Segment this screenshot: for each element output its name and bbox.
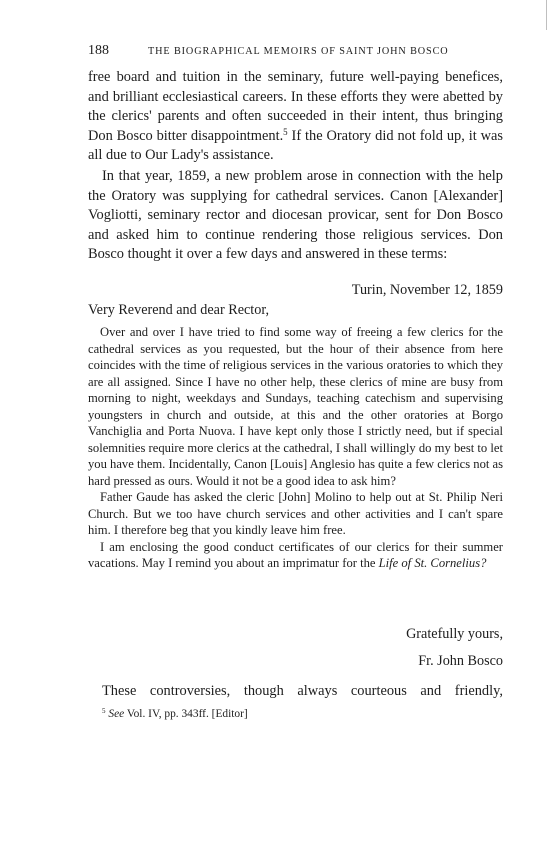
- letter-salutation: Very Reverend and dear Rector,: [88, 302, 270, 318]
- footnote-see: See: [108, 708, 125, 720]
- letter-signature: Fr. John Bosco: [418, 653, 503, 669]
- footnote-number: 5: [102, 707, 106, 716]
- letter-dateline: Turin, November 12, 1859: [351, 282, 503, 298]
- paragraph-2-text: In that year, 1859, a new problem arose in connection with the help the Oratory was supplying for cathedral services. Canon [Alexander] Vogliotti, seminary rector and diocesan provicar, sent for Don Bosco and asked him to continue rendering those religious services. Don Bosco thought it over a few days and answered in these terms:: [88, 168, 503, 263]
- page-header: [88, 43, 508, 63]
- body-paragraph-1: [88, 68, 503, 166]
- paragraph-1-text: free board and tuition in the seminary, future well-paying benefices, and brilliant ecclesiastical careers. In these efforts they were abetted by the clerics' parents and often succeeded in their intent, thus bringing Don Bosco bitter disappointment.: [88, 69, 503, 144]
- letter-paragraph-3: [88, 539, 503, 572]
- footnote-text: Vol. IV, pp. 343ff. [Editor]: [124, 708, 248, 720]
- continuing-paragraph: These controversies, though always courteous and friendly,: [102, 683, 503, 699]
- page-edge-line: [546, 0, 547, 30]
- letter-paragraph-1: Over and over I have tried to find some way of freeing a few clerics for the cathedral services as you requested, but the hour of their absence from here coincides with the time of religious services in the various oratories to which they are all assigned. Since I have no other help, these clerics of mine are busy from morning to night, weekdays and Sundays, teaching catechism and supervising youngsters in church and outside, at this and the other oratories at Borgo Vanchiglia and Porta Nuova. I have kept only those I strictly need, but if special solemnities require more clerics at the cathedral, I shall willingly do my best to let you have them. Incidentally, Canon [Louis] Anglesio has quite a few clerics not as hard pressed as ours. Would it not be a good idea to ask him?: [88, 325, 504, 488]
- letter-closing: Gratefully yours,: [406, 626, 503, 642]
- letter-paragraph-3-text: I am enclosing the good conduct certificates of our clerics for their summer vacations. May I remind you about an imprimatur for the: [88, 539, 503, 570]
- footnote: [102, 708, 248, 720]
- paragraph-1-text-end: If the Oratory did not fold up, it was all due to Our Lady's assistance.: [88, 127, 503, 164]
- running-title: THE BIOGRAPHICAL MEMOIRS OF SAINT JOHN BOSCO: [148, 46, 449, 57]
- page-number: 188: [88, 43, 109, 58]
- letter-paragraph-2: Father Gaude has asked the cleric [John] Molino to help out at St. Philip Neri Church. But we too have church services and other activities and I can't spare him. I therefore beg that you kindly leave him free.: [88, 490, 503, 537]
- letter-body: [88, 324, 503, 572]
- book-title: Life of St. Cornelius?: [378, 556, 487, 570]
- body-paragraph-2: [88, 167, 503, 265]
- footnote-reference: 5: [283, 126, 288, 137]
